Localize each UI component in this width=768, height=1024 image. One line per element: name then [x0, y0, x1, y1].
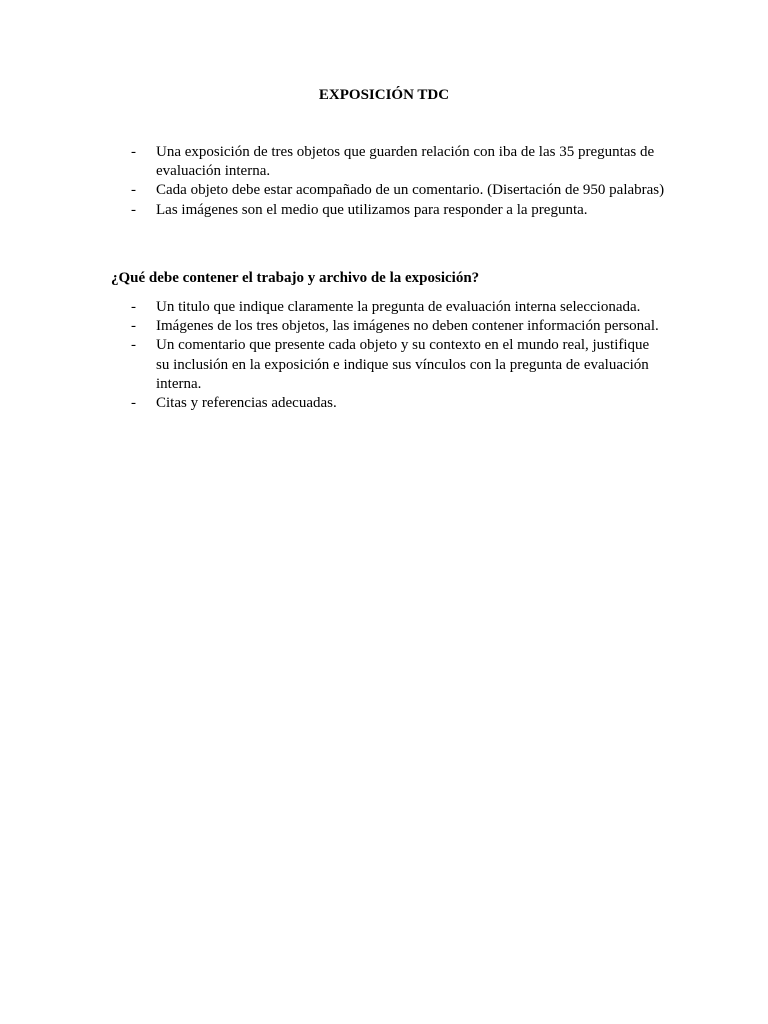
- bullet-dash: -: [131, 395, 136, 412]
- list-item-text: Las imágenes son el medio que utilizamos para responder a la pregunta.: [156, 201, 588, 218]
- bullet-dash: -: [131, 201, 136, 218]
- bullet-dash: -: [131, 337, 136, 354]
- list-item: [0, 143, 666, 181]
- document-title: EXPOSICIÓN TDC: [318, 87, 450, 103]
- bullet-dash: -: [131, 144, 136, 160]
- list-item-text: Cada objeto debe estar acompañado de un comentario. (Disertación de 950 palabras): [156, 182, 665, 199]
- bullet-dash: -: [131, 299, 136, 315]
- bullet-dash: -: [131, 182, 136, 199]
- bullet-dash: -: [131, 318, 136, 335]
- list-item: [0, 181, 666, 200]
- section-heading: ¿Qué debe contener el trabajo y archivo de la exposición?: [111, 270, 480, 286]
- contents-list: [0, 298, 666, 413]
- list-item: [0, 394, 666, 413]
- list-item: [0, 201, 666, 220]
- list-item-text: Citas y referencias adecuadas.: [156, 395, 337, 412]
- list-item-text: Un titulo que indique claramente la pregunta de evaluación interna seleccionada.: [156, 299, 641, 315]
- list-item: [0, 298, 666, 317]
- list-item-text: Una exposición de tres objetos que guarden relación con iba de las 35 preguntas de evaluación interna.: [156, 144, 655, 180]
- list-item: [0, 336, 666, 394]
- requirements-list: [0, 143, 666, 220]
- list-item: [0, 317, 666, 336]
- list-item-text: Imágenes de los tres objetos, las imágenes no deben contener información personal.: [156, 318, 659, 335]
- list-item-text: Un comentario que presente cada objeto y su contexto en el mundo real, justifique su inclusión en la exposición e indique sus vínculos con la pregunta de evaluación interna.: [156, 337, 650, 392]
